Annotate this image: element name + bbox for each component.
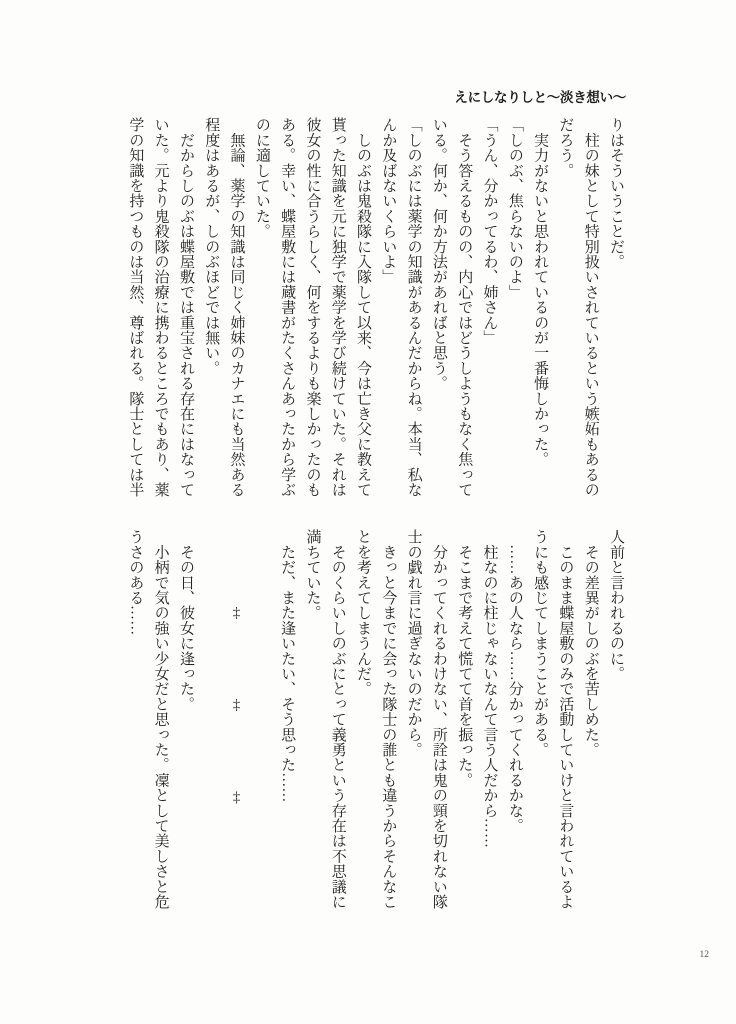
text-line: いる。何か、何か方法があればと思う。 bbox=[430, 117, 447, 391]
text-line: 貰った知識を元に独学で薬学を学び続けていた。それは bbox=[329, 117, 346, 497]
text-line: いた。元より鬼殺隊の治療に携わるところでもあり、薬 bbox=[152, 117, 169, 497]
text-line: そう答えるものの、内心ではどうしようもなく焦って bbox=[456, 117, 473, 497]
lower-text-block bbox=[122, 529, 628, 921]
text-line: 無論、薬学の知識は同じく姉妹のカナエにも当然ある bbox=[228, 117, 245, 497]
text-line: 満ちていた。 bbox=[304, 529, 321, 621]
text-line: うさのある…… bbox=[127, 529, 144, 636]
page-header-title: えにしなりしと～淡き想い～ bbox=[454, 90, 626, 105]
text-line: 程度はあるが、しのぶほどでは無い。 bbox=[203, 117, 220, 376]
text-line: ある。幸い、蝶屋敷には蔵書がたくさんあったから学ぶ bbox=[279, 117, 296, 497]
upper-text-block bbox=[122, 117, 628, 505]
text-line: りはそういうことだ。 bbox=[608, 117, 624, 269]
text-line: 実力がないと思われているのが一番悔しかった。 bbox=[532, 117, 549, 467]
text-line: 学の知識を持つものは当然、尊ばれる。隊士としては半 bbox=[127, 117, 144, 497]
text-line: だからしのぶは蝶屋敷では重宝される存在にはなって bbox=[177, 117, 194, 497]
text-line: だろう。 bbox=[557, 117, 574, 178]
text-line: とを考えてしまうんだ。 bbox=[355, 529, 372, 697]
text-line: ……あの人なら……分かってくれるかな。 bbox=[506, 529, 523, 833]
text-line: 柱なのに柱じゃないなんて言う人だから…… bbox=[481, 529, 498, 849]
text-line: しのぶは鬼殺隊に入隊して以来、今は亡き父に教えて bbox=[355, 117, 372, 498]
text-line: 「うん、分かってるわ、姉さん」 bbox=[481, 117, 498, 345]
text-line: このまま蝶屋敷のみで活動していけと言われているよ bbox=[557, 529, 574, 909]
text-line: 小柄で気の強い少女だと思った。凜として美しさと危 bbox=[152, 529, 169, 909]
text-line: ただ、また逢いたい、そう思った…… bbox=[279, 529, 296, 803]
text-line: そこまで考えて慌てて首を振った。 bbox=[456, 529, 473, 788]
text-line: その差異がしのぶを苦しめた。 bbox=[582, 529, 599, 757]
text-line: うにも感じてしまうことがある。 bbox=[532, 529, 549, 757]
text-line: 人前と言われるのに。 bbox=[608, 529, 624, 681]
text-line: 彼女の性に合うらしく、何をするよりも楽しかったのも bbox=[304, 117, 321, 497]
text-line: その日、彼女に逢った。 bbox=[177, 529, 194, 712]
text-line: 柱の妹として特別扱いされているという嫉妬もあるの bbox=[582, 117, 599, 497]
text-line: のに適していた。 bbox=[253, 117, 270, 239]
text-line: んか及ばないくらいよ」 bbox=[380, 117, 397, 285]
text-line: 分かってくれるわけない、所詮は鬼の頸を切れない隊 bbox=[430, 529, 447, 909]
text-line: 「しのぶには薬学の知識があるんだからね。本当、私な bbox=[405, 117, 422, 497]
text-line: 士の戯れ言に過ぎないのだから。 bbox=[405, 529, 422, 757]
text-line: そのくらいしのぶにとって義勇という存在は不思議に bbox=[329, 529, 346, 909]
text-line: きっと今までに会った隊士の誰とも違うからそんなこ bbox=[380, 529, 397, 909]
section-separator: ‡ ‡ ‡ bbox=[228, 529, 245, 806]
page-number: 12 bbox=[699, 950, 709, 960]
text-line: 「しのぶ、焦らないのよ」 bbox=[506, 117, 523, 300]
